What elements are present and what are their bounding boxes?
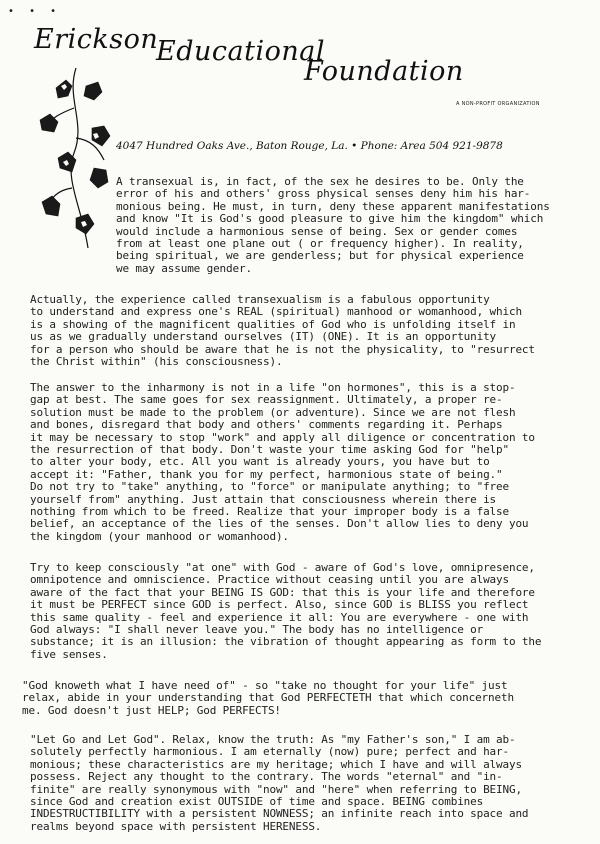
paragraph-4: Try to keep consciously "at one" with God - aware of God's love, omnipresence, omnipotence and omniscience. Practice without ceasing until you are always aware of the fact that your BEING IS GOD: that this is your life and therefore it must be PERFECT since GOD is perfect. Also, since GOD is BLISS you reflect this same quality - feel and experience it all: You are everywhere - one with God always: "I shall never leave you." The body has no intelligence or substance; it is an illusion: the vibration of thought appearing as form to the five senses. <box>30 561 542 661</box>
paragraph-5: "God knoweth what I have need of" - so "take no thought for your life" just relax, abide in your understanding that God PERFECTETH that which concerneth me. God doesn't just HELP; God PERFECTS! <box>22 679 514 717</box>
paragraph-2: Actually, the experience called transexualism is a fabulous opportunity to understand and express one's REAL (spiritual) manhood or womanhood, which is a showing of the magnificent qualities of God who is unfolding itself in us as we gradually understand ourselves (IT) (ONE). It is an opportunity for a person who should be aware that he is not the physicality, to "resurrect the Christ within" (his consciousness). <box>30 293 535 369</box>
ivy-vine-illustration <box>36 68 116 253</box>
letterhead-address: 4047 Hundred Oaks Ave., Baton Rouge, La. • Phone: Area 504 921-9878 <box>116 140 503 152</box>
paragraph-6: "Let Go and Let God". Relax, know the truth: As "my Father's son," I am ab- solutely perfectly harmonious. I am eternally (now) pure; perfect and har- monious; these characteristics are my heritage; which I have and will always possess. Reject any thought to the contrary. The words "eternal" and "in- finite" are really synonymous with "now" and "here" when referring to BEING, since God and creation exist OUTSIDE of time and space. BEING combines INDESTRUCTIBILITY with a persistent NOWNESS; an infinite reach into space and realms beyond space with persistent HERENESS. <box>30 733 529 833</box>
org-name-word-2: Educational <box>156 36 325 67</box>
corner-marks: • • • <box>8 6 63 17</box>
org-name-word-1: Erickson <box>34 24 159 55</box>
org-name-word-3: Foundation <box>304 56 464 87</box>
nonprofit-label: A NON-PROFIT ORGANIZATION <box>456 101 540 107</box>
paragraph-1: A transexual is, in fact, of the sex he desires to be. Only the error of his and others' gross physical senses deny him his har- monious being. He must, in turn, deny these apparent manifestations and know "It is God's good pleasure to give him the kingdom" which would include a harmonious sense of being. Sex or gender comes from at least one plane out ( or frequency higher). In reality, being spiritual, we are genderless; but for physical experience we may assume gender. <box>116 175 550 275</box>
paragraph-3: The answer to the inharmony is not in a life "on hormones", this is a stop- gap at best. The same goes for sex reassignment. Ultimately, a proper re- solution must be made to the problem (or adventure). Since we are not flesh and bones, disregard that body and others' comments regarding it. Perhaps it may be necessary to stop "work" and apply all diligence or concentration to the resurrection of that body. Don't waste your time asking God for "help" to alter your body, etc. All you want is already yours, you have but to accept it: "Father, thank you for my perfect, harmonious state of being." Do not try to "take" anything, to "force" or manipulate anything; to "free yourself from" anything. Just attain that consciousness wherein there is nothing from which to be freed. Realize that your improper body is a false belief, an acceptance of the lies of the senses. Don't allow lies to deny you the kingdom (your manhood or womanhood). <box>30 381 535 543</box>
